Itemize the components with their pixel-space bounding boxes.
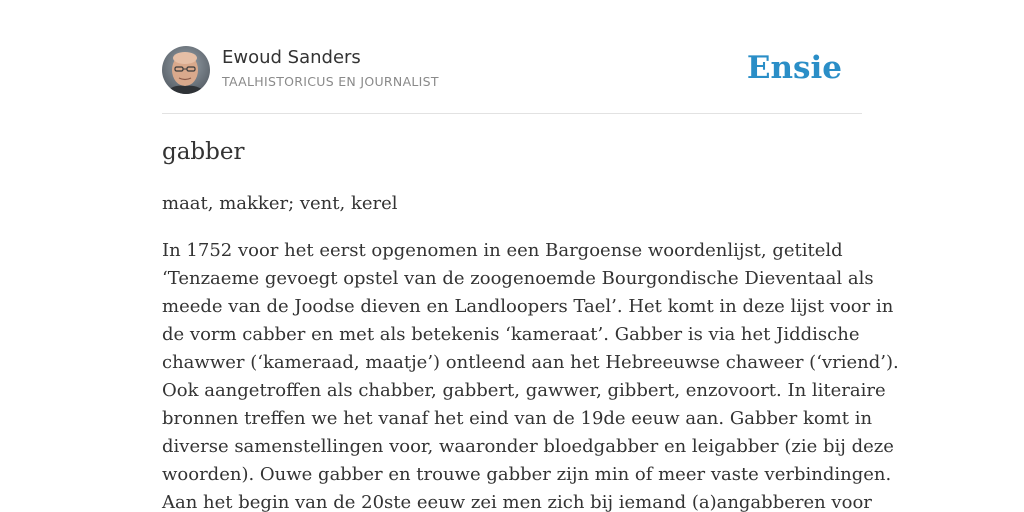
body-line: In 1752 voor het eerst opgenomen in een Bargoense woordenlijst, getiteld xyxy=(162,240,843,261)
ensie-logo[interactable]: Ensie xyxy=(746,50,842,86)
body-line: ‘Tenzaeme gevoegt opstel van de zoogenoemde Bourgondische Dieventaal als xyxy=(162,268,874,289)
body-line: Ook aangetroffen als chabber, gabbert, gawwer, gibbert, enzovoort. In literaire xyxy=(162,380,886,401)
entry-term: gabber xyxy=(162,139,245,165)
author-role: TAALHISTORICUS EN JOURNALIST xyxy=(222,74,439,89)
author-photo xyxy=(162,46,210,94)
body-line: bronnen treffen we het vanaf het eind van de 19de eeuw aan. Gabber komt in xyxy=(162,408,873,429)
body-line: de vorm cabber en met als betekenis ‘kameraat’. Gabber is via het Jiddische xyxy=(162,324,860,345)
body-line: diverse samenstellingen voor, waaronder bloedgabber en leigabber (zie bij deze xyxy=(162,436,894,457)
body-line: woorden). Ouwe gabber en trouwe gabber zijn min of meer vaste verbindingen. xyxy=(162,464,892,485)
entry-card xyxy=(162,0,899,512)
body-line: meede van de Joodse dieven en Landloopers Tael’. Het komt in deze lijst voor in xyxy=(162,296,894,317)
author-name[interactable]: Ewoud Sanders xyxy=(222,47,361,68)
entry-definition: maat, makker; vent, kerel xyxy=(162,193,398,214)
body-line: Aan het begin van de 20ste eeuw zei men zich bij iemand (a)angabberen voor xyxy=(162,492,872,512)
body-line: chawwer (‘kameraad, maatje’) ontleend aan het Hebreeuwse chaweer (‘vriend’). xyxy=(162,352,899,373)
author-avatar[interactable] xyxy=(162,46,210,94)
entry-body xyxy=(162,237,899,512)
entry-header xyxy=(162,0,862,114)
